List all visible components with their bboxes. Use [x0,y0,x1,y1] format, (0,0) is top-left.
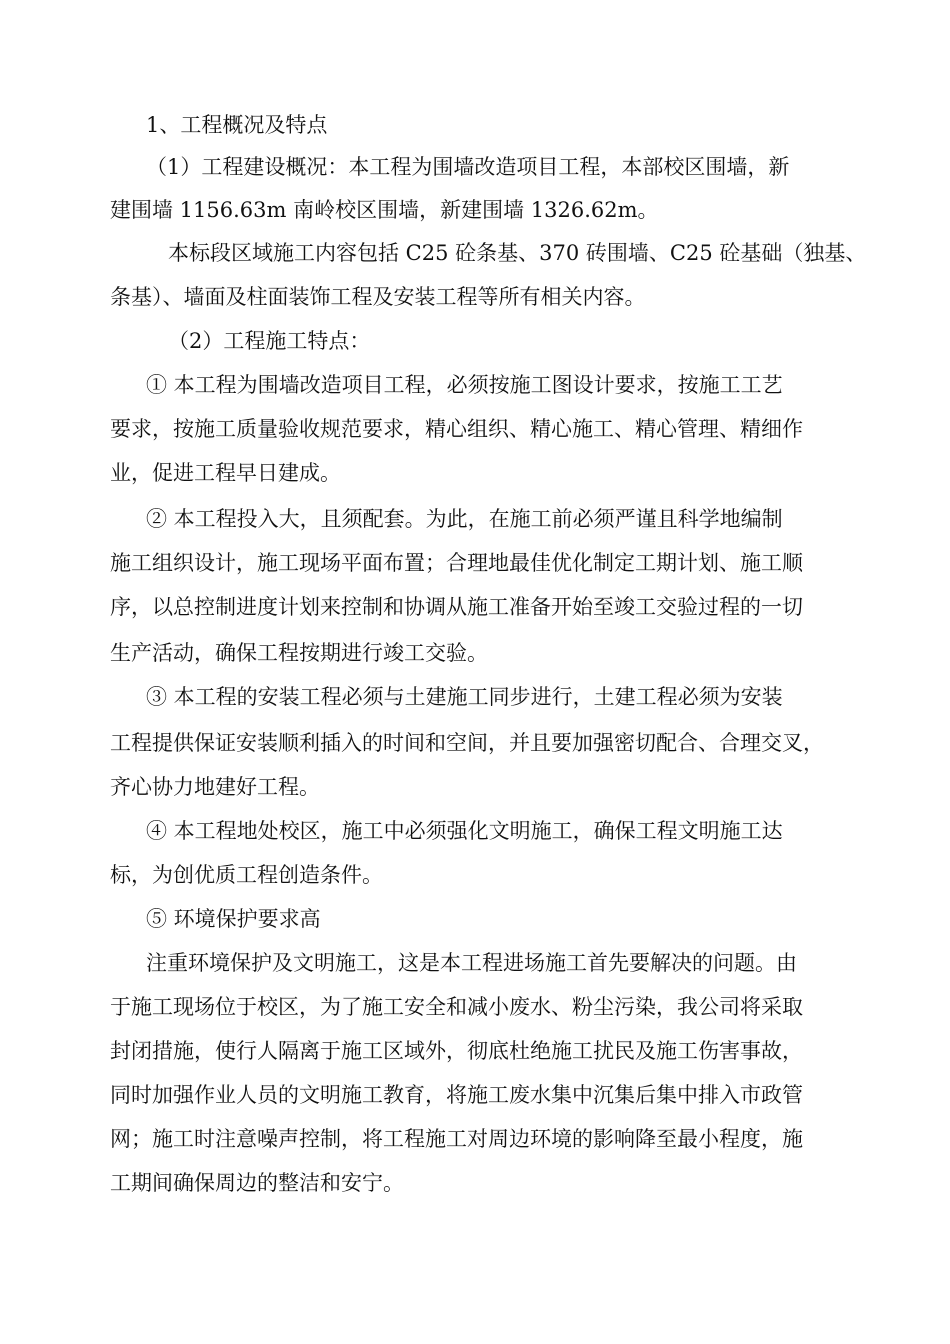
item-4-line-2: 标，为创优质工程创造条件。 [110,863,383,887]
item-3-line-2: 工程提供保证安装顺利插入的时间和空间，并且要加强密切配合、合理交叉， [110,731,824,755]
item-3-line-3: 齐心协力地建好工程。 [110,775,320,799]
environment-line-1: 注重环境保护及文明施工，这是本工程进场施工首先要解决的问题。由 [146,951,797,975]
section-heading: 1、工程概况及特点 [146,113,328,137]
item-2-line-1: ② 本工程投入大，且须配套。为此，在施工前必须严谨且科学地编制 [146,507,783,531]
item-4-line-1: ④ 本工程地处校区，施工中必须强化文明施工，确保工程文明施工达 [146,819,783,843]
environment-line-4: 同时加强作业人员的文明施工教育，将施工废水集中沉集后集中排入市政管 [110,1083,803,1107]
environment-line-5: 网；施工时注意噪声控制，将工程施工对周边环境的影响降至最小程度，施 [110,1127,803,1151]
overview-line-2: 建围墙 1156.63m 南岭校区围墙，新建围墙 1326.62m。 [110,198,659,222]
item-1-line-2: 要求，按施工质量验收规范要求，精心组织、精心施工、精心管理、精细作 [110,417,803,441]
item-5-heading: ⑤ 环境保护要求高 [146,907,321,931]
item-1-line-1: ① 本工程为围墙改造项目工程，必须按施工图设计要求，按施工工艺 [146,373,783,397]
item-3-line-1: ③ 本工程的安装工程必须与土建施工同步进行，土建工程必须为安装 [146,685,783,709]
overview-line-1: （1）工程建设概况：本工程为围墙改造项目工程，本部校区围墙，新 [146,155,790,179]
environment-line-2: 于施工现场位于校区，为了施工安全和减小废水、粉尘污染，我公司将采取 [110,995,803,1019]
environment-line-3: 封闭措施，使行人隔离于施工区域外，彻底杜绝施工扰民及施工伤害事故， [110,1039,803,1063]
environment-line-6: 工期间确保周边的整洁和安宁。 [110,1171,404,1195]
scope-line-1: 本标段区域施工内容包括 C25 砼条基、370 砖围墙、C25 砼基础（独基、 [168,241,867,265]
item-2-line-4: 生产活动，确保工程按期进行竣工交验。 [110,641,488,665]
characteristics-heading: （2）工程施工特点： [168,329,371,353]
item-1-line-3: 业，促进工程早日建成。 [110,461,341,485]
scope-line-2: 条基）、墙面及柱面装饰工程及安装工程等所有相关内容。 [110,285,646,309]
item-2-line-3: 序，以总控制进度计划来控制和协调从施工准备开始至竣工交验过程的一切 [110,595,803,619]
item-2-line-2: 施工组织设计，施工现场平面布置；合理地最佳优化制定工期计划、施工顺 [110,551,803,575]
